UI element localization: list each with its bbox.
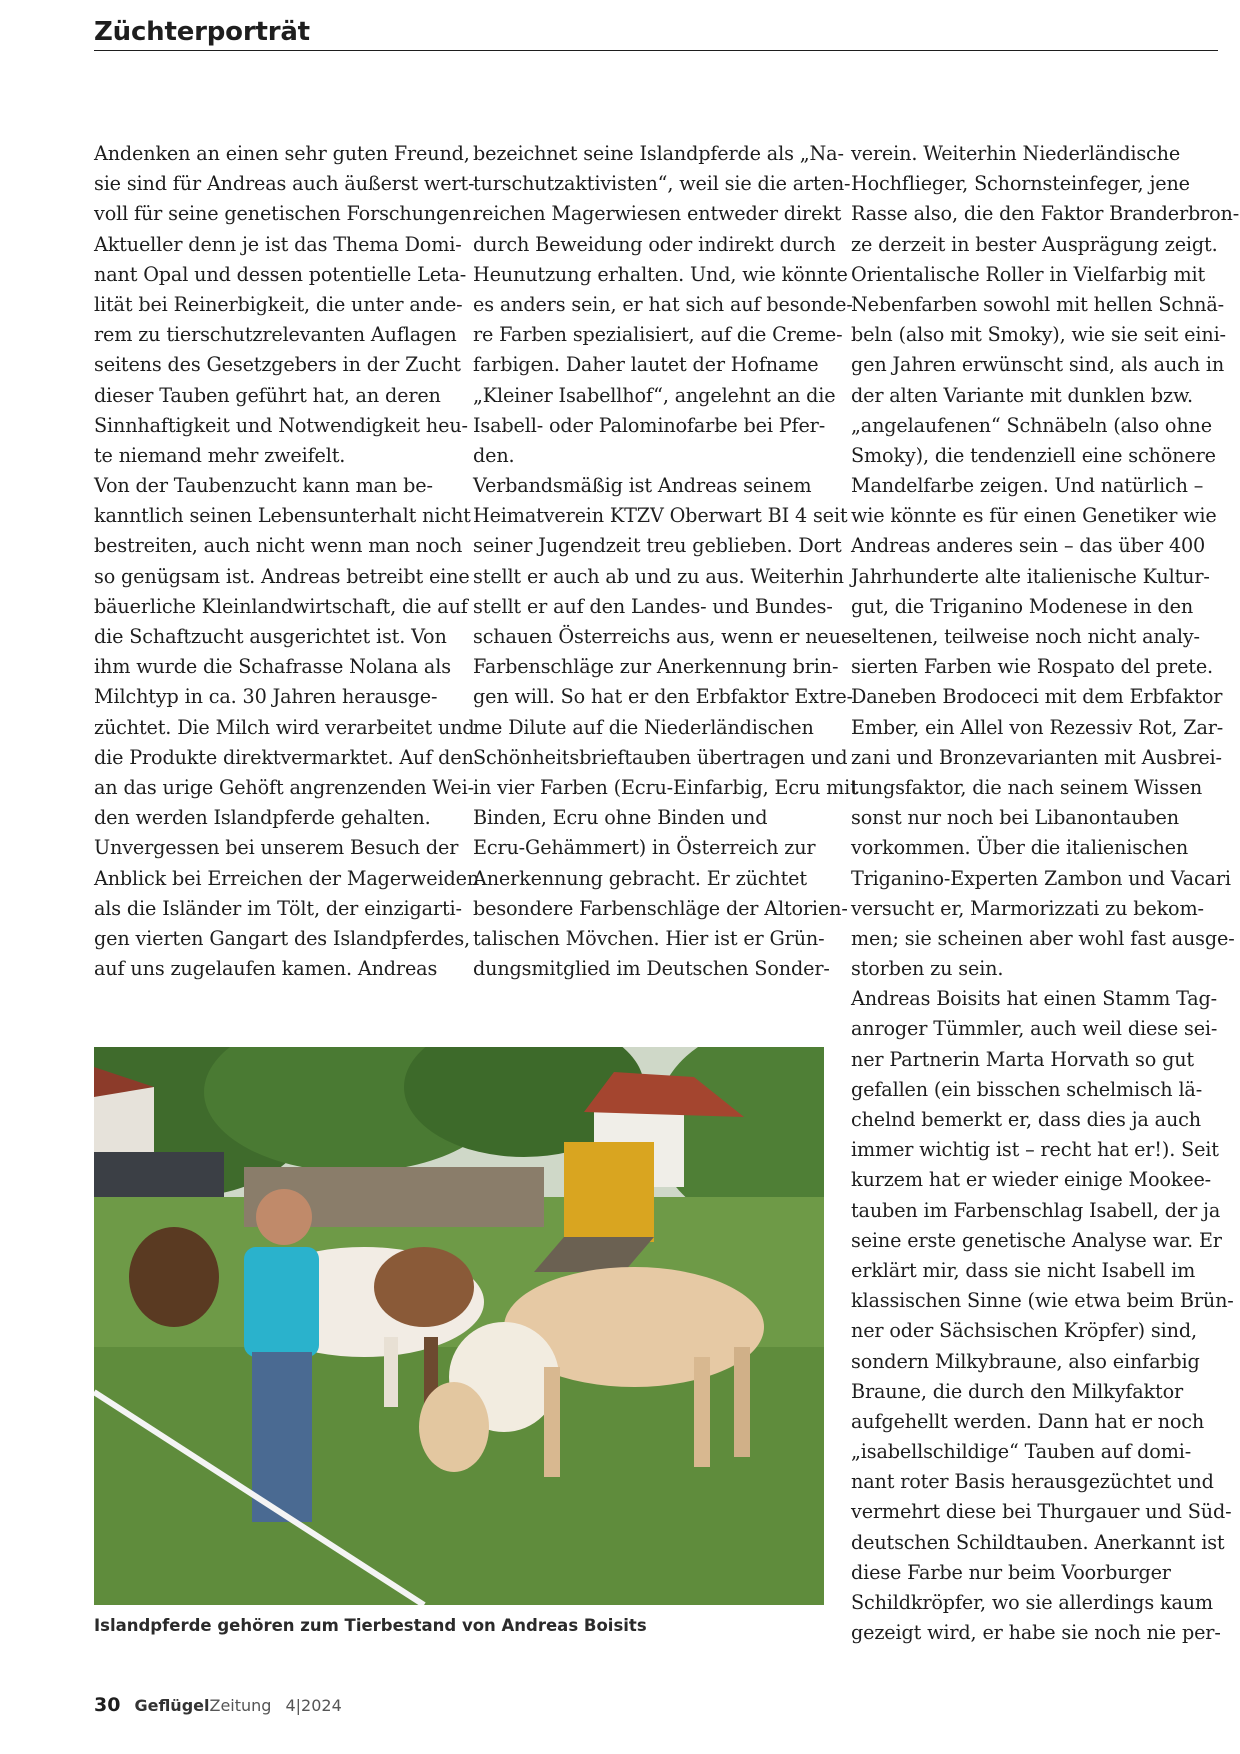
section-title: Züchterporträt (94, 17, 310, 47)
text-line: ihm wurde die Schafrasse Nolana als (94, 655, 451, 679)
section-header (94, 14, 1218, 51)
text-line: Heunutzung erhalten. Und, wie könnte (473, 262, 848, 286)
text-line: „isabellschildige“ Tauben auf domi- (851, 1440, 1192, 1464)
issue-number: 4|2024 (285, 1696, 342, 1715)
text-line: Andreas anderes sein – das über 400 (851, 534, 1206, 558)
text-line: kanntlich seinen Lebensunterhalt nicht (94, 504, 471, 528)
text-line: sonst nur noch bei Libanontauben (851, 806, 1179, 830)
text-line: schauen Österreichs aus, wenn er neue (473, 625, 853, 648)
text-line: zani und Bronzevarianten mit Ausbrei- (851, 745, 1222, 769)
text-line: farbigen. Daher lautet der Hofname (473, 353, 819, 377)
text-line: reichen Magerwiesen entweder direkt (473, 202, 842, 226)
text-line: Andreas Boisits hat einen Stamm Tag- (851, 987, 1218, 1011)
text-line: diese Farbe nur beim Voorburger (851, 1560, 1171, 1584)
text-line: Schönheitsbrieftauben übertragen und (473, 745, 848, 769)
text-line: seine erste genetische Analyse war. Er (851, 1228, 1222, 1252)
text-line: dungsmitglied im Deutschen Sonder- (473, 957, 830, 981)
text-line: Heimatverein KTZV Oberwart BI 4 seit (473, 504, 848, 528)
text-line: Smoky), die tendenziell eine schönere (851, 443, 1216, 467)
text-line: aufgehellt werden. Dann hat er noch (851, 1409, 1205, 1433)
text-line: so genügsam ist. Andreas betreibt eine (94, 564, 470, 588)
text-line: nant roter Basis herausgezüchtet und (851, 1470, 1214, 1494)
text-line: Daneben Brodoceci mit dem Erbfaktor (851, 685, 1223, 709)
text-line: gut, die Triganino Modenese in den (851, 594, 1194, 618)
text-line: Isabell- oder Palominofarbe bei Pfer- (473, 413, 826, 437)
text-line: stellt er auch ab und zu aus. Weiterhin (473, 564, 844, 588)
magazine-name-bold: Geflügel (134, 1696, 210, 1715)
text-line: nant Opal und dessen potentielle Leta- (94, 262, 467, 286)
text-line: Unvergessen bei unserem Besuch der (94, 836, 459, 860)
text-line: versucht er, Marmorizzati zu bekom- (851, 896, 1204, 920)
page-number: 30 (94, 1694, 121, 1716)
text-line: Andenken an einen sehr guten Freund, (94, 142, 470, 165)
text-line: Nebenfarben sowohl mit hellen Schnä- (851, 292, 1224, 316)
text-line: bäuerliche Kleinlandwirtschaft, die auf (94, 594, 468, 618)
text-line: Mandelfarbe zeigen. Und natürlich – (851, 474, 1204, 498)
text-column-2 (473, 139, 858, 984)
text-line: stellt er auf den Landes- und Bundes- (473, 594, 833, 618)
text-line: Orientalische Roller in Vielfarbig mit (851, 262, 1206, 286)
text-line: me Dilute auf die Niederländischen (473, 715, 814, 739)
text-line: wie könnte es für einen Genetiker wie (851, 504, 1217, 528)
text-line: die Produkte direktvermarktet. Auf den (94, 745, 474, 769)
text-line: auf uns zugelaufen kamen. Andreas (94, 957, 438, 981)
text-line: bestreiten, auch nicht wenn man noch (94, 534, 463, 558)
text-line: Ecru-Gehämmert) in Österreich zur (473, 836, 816, 860)
text-line: gen vierten Gangart des Islandpferdes, (94, 926, 470, 950)
text-line: gen will. So hat er den Erbfaktor Extre- (473, 685, 853, 709)
photo-caption: Islandpferde gehören zum Tierbestand von Andreas Boisits (94, 1616, 647, 1635)
text-column-3 (851, 139, 1240, 1648)
text-line: te niemand mehr zweifelt. (94, 443, 346, 467)
text-line: ner oder Sächsischen Kröpfer) sind, (851, 1319, 1197, 1343)
text-line: beln (also mit Smoky), wie sie seit eini- (851, 323, 1226, 347)
text-line: voll für seine genetischen Forschungen. (94, 202, 478, 226)
magazine-name-light: Zeitung (209, 1696, 272, 1715)
text-line: men; sie scheinen aber wohl fast ausge- (851, 926, 1235, 950)
text-line: erklärt mir, dass sie nicht Isabell im (851, 1258, 1196, 1282)
text-line: züchtet. Die Milch wird verarbeitet und (94, 715, 475, 739)
text-line: Von der Taubenzucht kann man be- (94, 474, 433, 498)
text-line: gezeigt wird, er habe sie noch nie per- (851, 1621, 1221, 1645)
text-line: lität bei Reinerbigkeit, die unter ande- (94, 292, 463, 316)
text-line: vorkommen. Über die italienischen (851, 836, 1189, 860)
text-line: tungsfaktor, die nach seinem Wissen (851, 775, 1203, 799)
text-line: Anerkennung gebracht. Er züchtet (473, 866, 807, 890)
text-line: ner Partnerin Marta Horvath so gut (851, 1047, 1194, 1071)
text-line: deutschen Schildtauben. Anerkannt ist (851, 1530, 1225, 1554)
text-line: Sinnhaftigkeit und Notwendigkeit heu- (94, 413, 468, 437)
text-line: tauben im Farbenschlag Isabell, der ja (851, 1198, 1221, 1222)
text-line: Anblick bei Erreichen der Magerweiden (94, 866, 480, 890)
text-line: den werden Islandpferde gehalten. (94, 806, 431, 830)
text-line: besondere Farbenschläge der Altorien- (473, 896, 848, 920)
text-line: Rasse also, die den Faktor Branderbron- (851, 202, 1240, 226)
text-line: kurzem hat er wieder einige Mookee- (851, 1168, 1212, 1192)
text-line: durch Beweidung oder indirekt durch (473, 232, 836, 256)
text-line: Aktueller denn je ist das Thema Domi- (94, 232, 462, 256)
text-line: seltenen, teilweise noch nicht analy- (851, 625, 1200, 648)
text-column-1 (94, 139, 480, 984)
text-line: als die Isländer im Tölt, der einzigarti- (94, 896, 462, 920)
text-line: Schildkröpfer, wo sie allerdings kaum (851, 1591, 1213, 1614)
text-line: seiner Jugendzeit treu geblieben. Dort (473, 534, 842, 558)
text-line: storben zu sein. (851, 957, 1004, 981)
text-line: bezeichnet seine Islandpferde als „Na- (473, 142, 844, 165)
text-line: die Schaftzucht ausgerichtet ist. Von (94, 625, 447, 648)
text-line: Milchtyp in ca. 30 Jahren herausge- (94, 685, 438, 709)
text-line: sondern Milkybraune, also einfarbig (851, 1349, 1200, 1373)
text-line: sie sind für Andreas auch äußerst wert- (94, 172, 475, 196)
text-line: sierten Farben wie Rospato del prete. (851, 655, 1213, 679)
text-line: Ember, ein Allel von Rezessiv Rot, Zar- (851, 715, 1224, 739)
text-line: seitens des Gesetzgebers in der Zucht (94, 353, 461, 377)
text-line: Verbandsmäßig ist Andreas seinem (473, 474, 812, 498)
text-line: Triganino-Experten Zambon und Vacari (851, 866, 1231, 890)
text-line: vermehrt diese bei Thurgauer und Süd- (851, 1500, 1232, 1524)
text-line: Hochflieger, Schornsteinfeger, jene (851, 172, 1190, 196)
text-line: es anders sein, er hat sich auf besonde- (473, 292, 853, 316)
text-line: Braune, die durch den Milkyfaktor (851, 1379, 1184, 1403)
text-line: den. (473, 443, 515, 467)
text-line: Binden, Ecru ohne Binden und (473, 806, 768, 830)
text-line: turschutzaktivisten“, weil sie die arten- (473, 172, 851, 196)
text-line: re Farben spezialisiert, auf die Creme- (473, 323, 843, 347)
text-line: gen Jahren erwünscht sind, als auch in (851, 353, 1225, 377)
text-line: „Kleiner Isabellhof“, angelehnt an die (473, 383, 836, 407)
text-line: der alten Variante mit dunklen bzw. (851, 383, 1193, 407)
text-line: ze derzeit in bester Ausprägung zeigt. (851, 232, 1218, 256)
text-line: talischen Mövchen. Hier ist er Grün- (473, 926, 825, 950)
text-line: verein. Weiterhin Niederländische (851, 142, 1181, 165)
text-line: Farbenschläge zur Anerkennung brin- (473, 655, 839, 679)
text-line: gefallen (ein bisschen schelmisch lä- (851, 1077, 1203, 1101)
text-line: immer wichtig ist – recht hat er!). Seit (851, 1138, 1219, 1162)
text-line: an das urige Gehöft angrenzenden Wei- (94, 775, 474, 799)
text-line: anroger Tümmler, auch weil diese sei- (851, 1017, 1218, 1041)
article-photo (94, 1047, 824, 1605)
text-line: klassischen Sinne (wie etwa beim Brün- (851, 1289, 1234, 1313)
page-footer (94, 1694, 342, 1716)
text-line: rem zu tierschutzrelevanten Auflagen (94, 323, 457, 347)
text-line: chelnd bemerkt er, dass dies ja auch (851, 1108, 1201, 1131)
text-line: Jahrhunderte alte italienische Kultur- (851, 564, 1210, 588)
text-line: „angelaufenen“ Schnäbeln (also ohne (851, 413, 1212, 437)
text-line: dieser Tauben geführt hat, an deren (94, 383, 441, 407)
text-line: in vier Farben (Ecru-Einfarbig, Ecru mit (473, 775, 858, 799)
